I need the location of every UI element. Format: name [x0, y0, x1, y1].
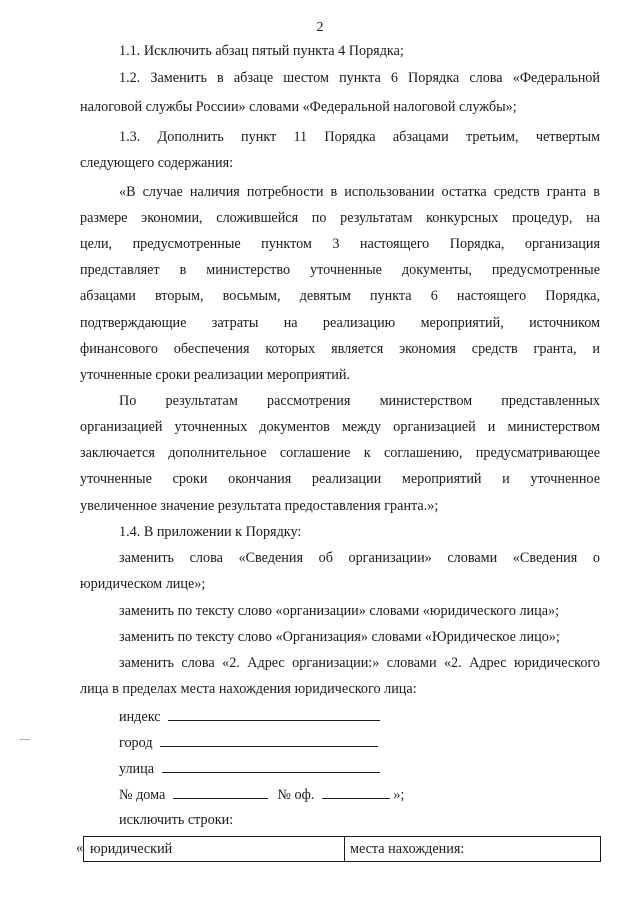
house-blank: [173, 785, 268, 799]
quote-paragraph-line-3: цели, предусмотренные пунктом 3 настоящего Порядка, организация: [80, 236, 600, 252]
index-blank: [168, 707, 380, 721]
quote-paragraph-line-1: «В случае наличия потребности в использовании остатка средств гранта в: [119, 184, 600, 200]
paragraph-1-2-line-2: налоговой службы России» словами «Федеральной налоговой службы»;: [80, 99, 517, 115]
page-number: 2: [316, 20, 324, 35]
city-row: [119, 733, 378, 752]
quote-paragraph-line-8: уточненные сроки реализации мероприятий.: [80, 367, 351, 383]
excluded-rows-table: [83, 836, 601, 862]
city-blank: [160, 733, 378, 747]
result-paragraph-line-4: уточненные сроки окончания реализации мероприятий и уточненное: [80, 471, 600, 487]
replace-1-line-2: юридическом лице»;: [80, 576, 206, 592]
street-label: улица: [119, 761, 155, 777]
result-paragraph-line-3: заключается дополнительное соглашение к соглашению, предусматривающее: [80, 445, 600, 461]
result-paragraph-line-2: организацией уточненных документов между организацией и министерством: [80, 419, 600, 435]
quote-paragraph-line-4: представляет в министерство уточненные документы, предусмотренные: [80, 262, 600, 278]
quote-paragraph-line-7: финансового обеспечения которых является экономия средств гранта, и: [80, 341, 600, 357]
result-paragraph-line-5: увеличенное значение результата предоставления гранта.»;: [80, 498, 439, 514]
paragraph-1-3-line-1: 1.3. Дополнить пункт 11 Порядка абзацами третьим, четвертым: [119, 129, 600, 145]
table-opening-quote: «: [76, 840, 84, 856]
result-paragraph-line-1: По результатам рассмотрения министерством представленных: [119, 393, 600, 409]
paragraph-1-2-line-1: 1.2. Заменить в абзаце шестом пункта 6 Порядка слова «Федеральной: [119, 70, 600, 86]
replace-2: заменить по тексту слово «организации» словами «юридического лица»;: [119, 603, 560, 619]
margin-mark: [20, 739, 30, 740]
paragraph-1-1: 1.1. Исключить абзац пятый пункта 4 Порядка;: [119, 43, 404, 59]
street-blank: [162, 759, 380, 773]
house-label: № дома: [119, 787, 166, 803]
replace-3: заменить по тексту слово «Организация» словами «Юридическое лицо»;: [119, 629, 560, 645]
index-row: [119, 707, 380, 726]
street-row: [119, 759, 380, 778]
city-label: город: [119, 735, 153, 751]
exclude-rows-label: исключить строки:: [119, 812, 234, 828]
replace-4-line-1: заменить слова «2. Адрес организации:» словами «2. Адрес юридического: [119, 655, 600, 671]
index-label: индекс: [119, 709, 161, 725]
office-blank: [322, 785, 390, 799]
quote-paragraph-line-2: размере экономии, сложившейся по результатам конкурсных процедур, на: [80, 210, 600, 226]
quote-paragraph-line-6: подтверждающие затраты на реализацию мероприятий, источником: [80, 315, 600, 331]
table-column-divider: [344, 837, 345, 861]
office-label: № оф.: [277, 787, 315, 803]
paragraph-1-4: 1.4. В приложении к Порядку:: [119, 524, 302, 540]
replace-1-line-1: заменить слова «Сведения об организации» словами «Сведения о: [119, 550, 600, 566]
table-cell-legal: юридический: [90, 841, 173, 857]
house-row: [119, 785, 404, 804]
replace-4-line-2: лица в пределах места нахождения юридического лица:: [80, 681, 417, 697]
paragraph-1-3-line-2: следующего содержания:: [80, 155, 234, 171]
closing-quote: »;: [393, 787, 405, 803]
table-cell-location: места нахождения:: [350, 841, 465, 857]
quote-paragraph-line-5: абзацами вторым, восьмым, девятым пункта 6 настоящего Порядка,: [80, 288, 600, 304]
